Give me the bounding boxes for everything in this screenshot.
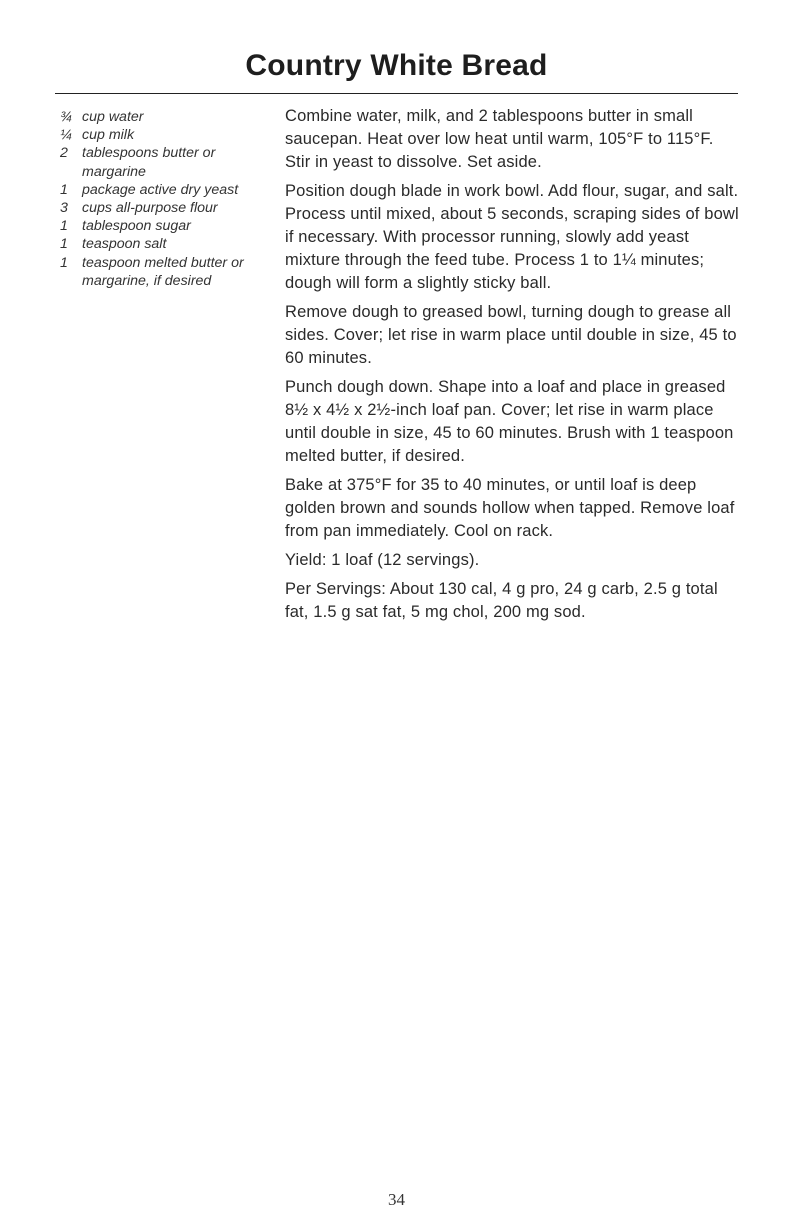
yield-text: Yield: 1 loaf (12 servings). [285,551,480,569]
ingredient-name: cup milk [82,127,135,144]
ingredient-item [58,199,263,217]
instruction-step: Bake at 375°F for 35 to 40 minutes, or until loaf is deep golden brown and sounds hollow when tapped. Remove loaf from pan immediately. Cool on rack. [285,476,735,540]
ingredient-item [58,108,263,126]
ingredient-item [58,144,263,180]
title-divider [55,93,738,94]
ingredient-name: tablespoons butter or margarine [82,145,216,180]
ingredient-quantity: 3 [60,200,68,217]
ingredient-quantity: 2 [60,145,68,162]
instruction-step: Punch dough down. Shape into a loaf and place in greased 8½ x 4½ x 2½-inch loaf pan. Cover; let rise in warm place until double in size, 45 to 60 minutes. Brush with 1 teaspoon melted butter, if desired. [285,378,734,465]
ingredients-list [58,108,263,290]
instructions [285,105,740,630]
ingredient-item [58,254,263,290]
ingredient-quantity: 1 [60,218,68,235]
ingredient-name: cup water [82,109,144,125]
ingredient-item [58,181,263,199]
ingredient-item [58,235,263,253]
instruction-step: Position dough blade in work bowl. Add flour, sugar, and salt. Process until mixed, about 5 seconds, scraping sides of bowl if necessary. With processor running, slowly add yeast mixture through the feed tube. Process 1 to 1¼ minutes; dough will form a slightly sticky ball. [285,182,739,292]
page-title: Country White Bread [245,49,548,82]
ingredient-quantity: 1 [60,181,68,198]
ingredient-quantity: ¼ [60,127,72,144]
ingredient-item [58,126,263,144]
ingredient-name: cups all-purpose flour [82,200,218,217]
ingredient-name: package active dry yeast [82,181,239,198]
instruction-step: Combine water, milk, and 2 tablespoons butter in small saucepan. Heat over low heat until warm, 105°F to 115°F. Stir in yeast to dissolve. Set aside. [285,107,714,171]
ingredient-item [58,217,263,235]
instruction-step: Remove dough to greased bowl, turning dough to grease all sides. Cover; let rise in warm place until double in size, 45 to 60 minutes. [285,303,737,367]
ingredient-quantity: ¾ [60,109,72,125]
nutrition-text: Per Servings: About 130 cal, 4 g pro, 24 g carb, 2.5 g total fat, 1.5 g sat fat, 5 mg chol, 200 mg sod. [285,580,718,621]
ingredient-name: teaspoon melted butter or margarine, if desired [82,254,244,289]
ingredient-quantity: 1 [60,236,68,253]
ingredient-quantity: 1 [60,254,68,271]
ingredient-name: tablespoon sugar [82,218,191,235]
ingredient-name: teaspoon salt [82,236,167,253]
page-number: 34 [388,1190,405,1209]
